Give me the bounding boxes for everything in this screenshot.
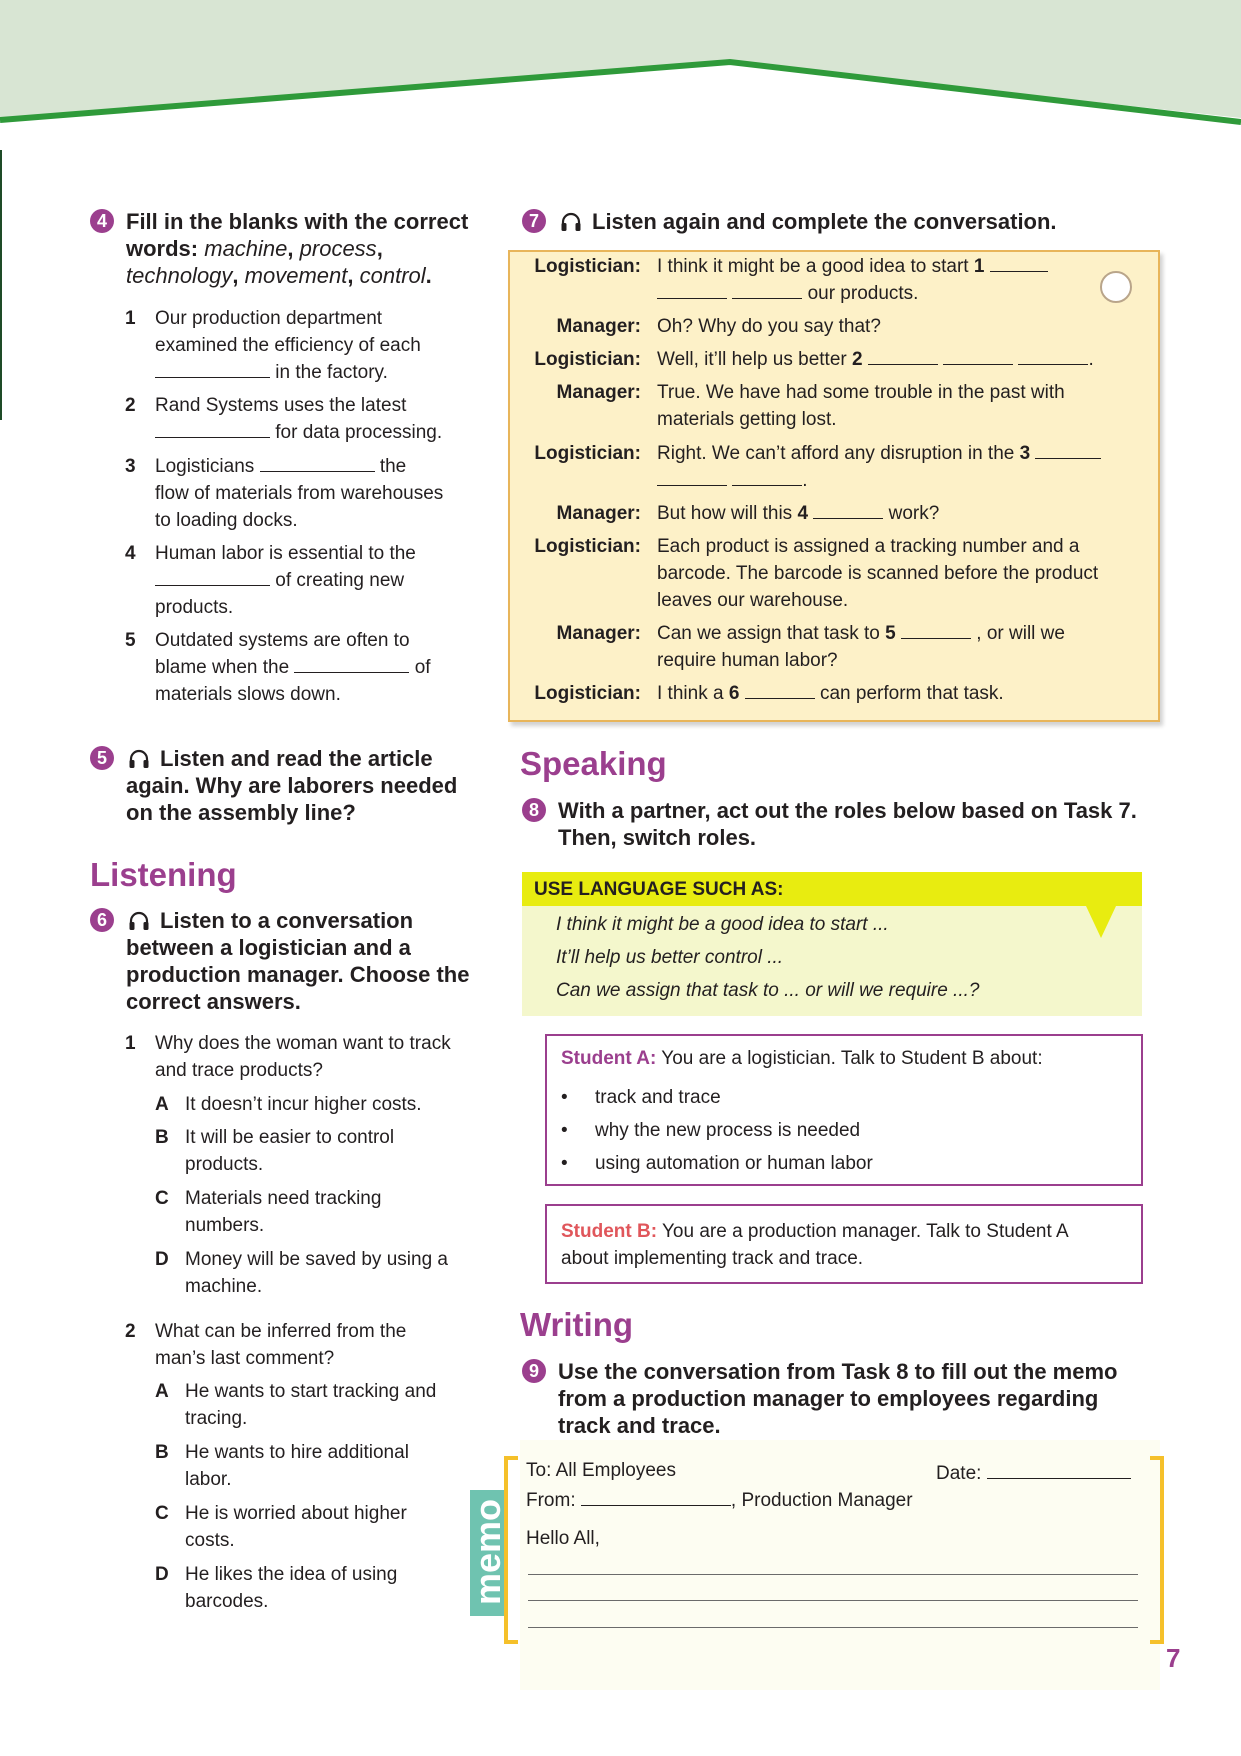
headphones-icon (560, 212, 582, 232)
student-b-box: Student B: You are a production manager. Talk to Student A about implementing track and trace. (545, 1204, 1143, 1284)
memo-date-field[interactable] (987, 1460, 1131, 1479)
memo-from-field[interactable] (581, 1487, 731, 1506)
task-7: 7 Listen again and complete the conversation. (522, 208, 1162, 235)
bullet-item: • using automation or human labor (561, 1153, 873, 1174)
line-7: Logistician: Each product is assigned a tracking number and a barcode. The barcode is scanned before the product leaves our warehouse. (534, 536, 1099, 611)
student-a-box: Student A: You are a logistician. Talk to Student B about: • track and trace • why the new process is needed • using automation or human labor (545, 1034, 1143, 1186)
memo-write-line[interactable] (528, 1600, 1138, 1601)
question-1: 1 Why does the woman want to track and trace products? (125, 1033, 451, 1081)
memo-from: From: , Production Manager (526, 1487, 913, 1512)
memo-date: Date: (936, 1460, 1131, 1485)
section-heading-writing: Writing (520, 1306, 634, 1343)
fill-blank[interactable] (813, 500, 883, 519)
fill-blank[interactable] (294, 654, 409, 673)
line-5: Logistician: Right. We can’t afford any disruption in the 3 . (657, 440, 1137, 494)
fill-blank[interactable] (657, 467, 727, 486)
section-heading-listening: Listening (90, 856, 237, 893)
fill-blank[interactable] (657, 280, 727, 299)
line-6: Manager: But how will this 4 work? (657, 500, 1137, 527)
fill-blank[interactable] (155, 567, 270, 586)
task-6: 6 Listen to a conversation between a logistician and a production manager. Choose the correct answers. (90, 907, 470, 1015)
use-language-heading: USE LANGUAGE SUCH AS: (522, 872, 1142, 906)
task-number-badge: 5 (90, 746, 114, 770)
question-2-option-b[interactable]: B He wants to hire additional labor. (155, 1442, 409, 1490)
line-1: Logistician: I think it might be a good idea to start 1 our products. (657, 253, 1137, 307)
memo-to: To: All Employees (526, 1460, 676, 1481)
fill-blank[interactable] (990, 253, 1048, 272)
phrase-3: Can we assign that task to ... or will we require ...? (556, 980, 980, 1001)
memo-tab: memo (470, 1490, 504, 1616)
task-number-badge: 8 (522, 798, 546, 822)
memo-bracket-right (1150, 1456, 1164, 1644)
bullet-item: • track and trace (561, 1087, 721, 1108)
fill-blank[interactable] (901, 620, 971, 639)
task-number-badge: 7 (522, 209, 546, 233)
question-1-option-c[interactable]: C Materials need tracking numbers. (155, 1188, 382, 1236)
question-2-option-c[interactable]: C He is worried about higher costs. (155, 1503, 407, 1551)
phrase-1: I think it might be a good idea to start ... (556, 914, 889, 935)
fill-blank[interactable] (868, 346, 938, 365)
fill-blank[interactable] (260, 453, 375, 472)
question-2: 2 What can be inferred from the man’s last comment? (125, 1321, 407, 1369)
question-1-option-a[interactable]: A It doesn’t incur higher costs. (155, 1094, 422, 1115)
line-4: Manager: True. We have had some trouble in the past with materials getting lost. (556, 382, 1065, 430)
task-4-item-2: 2 Rand Systems uses the latest for data processing. (125, 395, 443, 443)
page-number: 7 (1166, 1643, 1181, 1673)
fill-blank[interactable] (943, 346, 1013, 365)
left-edge-mark (0, 150, 2, 420)
task-4-instruction: Fill in the blanks with the correct words: machine, process, technology, movement, control. (126, 209, 469, 288)
task-number-badge: 6 (90, 908, 114, 932)
headphones-icon (128, 911, 150, 931)
question-2-option-a[interactable]: A He wants to start tracking and tracing. (155, 1381, 437, 1429)
fill-blank[interactable] (732, 467, 802, 486)
task-number-badge: 9 (522, 1359, 546, 1383)
header-band (0, 0, 1241, 140)
question-1-option-d[interactable]: D Money will be saved by using a machine. (155, 1249, 448, 1297)
memo-write-line[interactable] (528, 1627, 1138, 1628)
memo-write-line[interactable] (528, 1574, 1138, 1575)
headphones-icon (128, 749, 150, 769)
task-4-item-3: 3 Logisticians the flow of materials from warehouses to loading docks. (125, 453, 465, 534)
fill-blank[interactable] (155, 419, 270, 438)
task-4 (90, 208, 470, 289)
line-3: Logistician: Well, it’ll help us better 2 . (657, 346, 1137, 373)
line-9: Logistician: I think a 6 can perform that task. (657, 680, 1137, 707)
fill-blank[interactable] (1018, 346, 1088, 365)
memo-greeting: Hello All, (526, 1528, 600, 1549)
question-2-option-d[interactable]: D He likes the idea of using barcodes. (155, 1564, 398, 1612)
task-4-item-5: 5 Outdated systems are often to blame when the of materials slows down. (125, 630, 431, 705)
section-heading-speaking: Speaking (520, 745, 667, 782)
fill-blank[interactable] (155, 359, 270, 378)
fill-blank[interactable] (745, 680, 815, 699)
bullet-item: • why the new process is needed (561, 1120, 861, 1141)
memo-bracket-left (504, 1456, 518, 1644)
fill-blank[interactable] (732, 280, 802, 299)
line-2: Manager: Oh? Why do you say that? (556, 316, 881, 337)
task-4-item-4: 4 Human labor is essential to the of creating new products. (125, 543, 416, 618)
phrase-2: It’ll help us better control ... (556, 947, 784, 968)
pointer-triangle-icon (1086, 906, 1116, 938)
line-8: Manager: Can we assign that task to 5 , or will we require human labor? (657, 620, 1137, 674)
task-number-badge: 4 (90, 209, 114, 233)
task-8: 8 With a partner, act out the roles below based on Task 7. Then, switch roles. (522, 797, 1162, 851)
task-9: 9 Use the conversation from Task 8 to fill out the memo from a production manager to employees regarding track and trace. (522, 1358, 1122, 1439)
task-5: 5 Listen and read the article again. Why are laborers needed on the assembly line? (90, 745, 470, 826)
task-4-item-1: 1 Our production department examined the efficiency of each in the factory. (125, 308, 421, 383)
fill-blank[interactable] (1035, 440, 1101, 459)
question-1-option-b[interactable]: B It will be easier to control products. (155, 1127, 395, 1175)
